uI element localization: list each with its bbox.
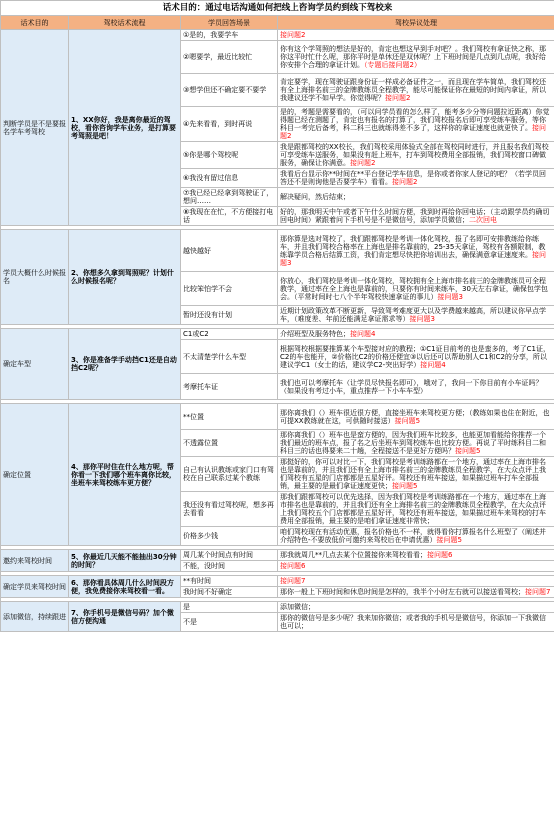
flow-cell: 7、你手机号是微信号码？加个微信方便沟通 xyxy=(69,602,181,632)
response-text: 我看后台显示你**时间在**平台登记学车信息，是你或者你家人登记的吧？（若学员回答还不是则询他是否要学车）看看。 xyxy=(280,170,546,186)
response-cell xyxy=(278,602,554,613)
response-cell xyxy=(278,527,554,546)
response-text: 你有这个学驾照的想法是好的，肯定也想这早到手对吧？。我们驾校有拿证快之称，那你这平时忙什么呢，那你平时是单休还是双休呢？上下班时间是几点到几点呢，我好给你安排个合理的拿证计划。 xyxy=(280,45,546,69)
header-purpose: 话术目的 xyxy=(1,16,69,30)
purpose-cell: 判断学员是不是要报名学车考驾校 xyxy=(1,30,69,226)
response-cell xyxy=(278,613,554,632)
table-row xyxy=(1,404,554,430)
next-step-link: 接问题7 xyxy=(525,588,551,596)
response-cell xyxy=(278,188,554,207)
next-step-link: 接问题2 xyxy=(350,159,376,167)
next-step-link: 接问题6 xyxy=(427,551,453,559)
purpose-cell: 确定位置 xyxy=(1,404,69,546)
response-text: 肯定要学，现在驾驶证跟身份证一样成必备证件之一，而且现在学车简单，我们驾校还有全上海排名前三的金牌教练员全程教学，能尽可能保证你在最短的时间内拿证，所以我建议还学不如早学。你觉得呢？ xyxy=(280,78,546,102)
response-text: 那我们跟都驾校可以优先选择，因为我们驾校是考训练路都在一个地方，通过率在上海市排名也是靠前的，并且我们还有全上海排名前三的金牌教练员全程教学，在大众点评上我们驾校五个门店都都是五星好评，驾校还有班车接送，如果描过班车来驾校的打车费用全部报销，最主要的是咱们拿证速度非常快； xyxy=(280,493,546,525)
scene-cell: ⑦我已经已经拿到驾驶证了，想问…… xyxy=(181,188,278,207)
next-step-link: 接问题5 xyxy=(436,536,462,544)
page-title: 话术目的：通过电话沟通如何把线上咨询学员约到线下驾校来 xyxy=(1,1,554,16)
scene-cell: 不太清楚学什么车型 xyxy=(181,340,278,374)
response-text: 添加微信； xyxy=(280,603,315,611)
purpose-cell: 学员大概什么时候报名 xyxy=(1,230,69,325)
response-cell xyxy=(278,550,554,561)
flow-cell: 1、XX你好，我是离你最近的驾校，看你咨询学车业务，是打算要考驾照是吧！ xyxy=(69,30,181,226)
scene-cell: **位置 xyxy=(181,404,278,430)
table-row xyxy=(1,329,554,340)
next-step-link: 接问题2 xyxy=(280,124,546,140)
table-row xyxy=(1,550,554,561)
response-cell xyxy=(278,561,554,572)
next-step-link: 接问题6 xyxy=(280,562,306,570)
response-cell xyxy=(278,430,554,457)
header-response: 驾校异议处理 xyxy=(278,16,554,30)
response-text: 根据驾校根据要推算某个车型接对应的教程；①C1证目前考的也是蛮多的，考了C1证，C2的车也能开，②价格比C2的价格还便宜③以后还可以帮助别人C1和C2的分享，所以建议学C1（女士的话，建议学C2-突出好学） xyxy=(280,344,550,369)
next-step-link: 二次回电 xyxy=(469,216,497,224)
response-cell xyxy=(278,457,554,492)
next-step-link: 接问题2 xyxy=(280,31,306,39)
scene-cell: 越快越好 xyxy=(181,230,278,272)
table-row xyxy=(1,230,554,272)
response-cell xyxy=(278,374,554,400)
scene-cell: 不透露位置 xyxy=(181,430,278,457)
next-step-link: 接问题3 xyxy=(409,315,435,323)
scene-cell: ⑤你是哪个驾校呢 xyxy=(181,142,278,169)
response-text: 你放心，我们驾校是考训一体化驾校，驾校拥有全上海市排名前三的金牌教练员可全程教学，通过率在全上海也是靠前的，只要你有时间来练车，30天左右拿证，确保包学包会。（平常时间时七八个半年驾校快速拿证的事儿） xyxy=(280,276,548,301)
response-text: 好的，那我明天中午或者下午什么时间方便，我到时再给你回电话；（主动跟学员约确切回电时间）紧跟着问下手机号是不是微信号，添加学员微信； xyxy=(280,208,550,224)
response-text: 那你离我们（）班车很近很方便，直接坐班车来驾校更方便；（教练如果也住在附近，也可提XX教练就在这，可供随时接送） xyxy=(280,408,550,425)
purpose-cell: 确定车型 xyxy=(1,329,69,400)
response-cell xyxy=(278,492,554,527)
response-text: 那挺好的，你可以对比一下，我们驾校是考训练路都在一个地方，通过率在上海市排名也是靠前的，并且我们还有全上海市排名前三的金牌教练员全程教学，在大众点评上我们驾校有五星的门店都都是五星好评。驾校还有班车接送，如果描过班车打车全部报销，最主要的是最们拿证速度更快； xyxy=(280,458,546,490)
response-cell xyxy=(278,306,554,325)
scene-cell: 价格多少钱 xyxy=(181,527,278,546)
response-cell xyxy=(278,142,554,169)
response-text: 那你算是选对驾校了，我们跟都驾校是考训一体化驾校，报了名即可安排教练给你练车，并且我们驾校合格率在上海也是排名靠前的，25-35天拿证，驾校有各额限制，教练靠学员合格后结算工资，我们肯定想尽快把你培训出去，确保满意拿证速度来。 xyxy=(280,234,546,259)
response-text: 我们也可以考摩托车（让学员尽快报名即可），哦对了，我问一下你目前有小车证吗？（如果没有考过小车，重点推荐一下小车车型） xyxy=(280,378,543,395)
response-text: 那你的微信号是多少呢？我来加你微信；或者我的手机号是微信号，你添加一下我微信也可以； xyxy=(280,614,546,630)
next-step-link: 接问题2 xyxy=(385,94,411,102)
response-cell xyxy=(278,576,554,587)
response-cell xyxy=(278,207,554,226)
next-step-link: （专题后接问题2） xyxy=(364,61,421,69)
scene-cell: 比较笨怕学不会 xyxy=(181,272,278,306)
response-cell xyxy=(278,230,554,272)
scene-cell: ⑥我没有留过信息 xyxy=(181,169,278,188)
scene-cell: ①是的，我要学车 xyxy=(181,30,278,41)
next-step-link: 接问题7 xyxy=(280,577,306,585)
scene-cell: 我还没有看过驾校呢，想多再去看看 xyxy=(181,492,278,527)
response-text: 是的，考题是需要看的，（可以问学员看的怎么样了，能考多少分等问题拉近距离）你觉得题已经在测题了，肯定也有报名的打算了，我们驾校报名后即可享受练车服务，等你科目一考完后备考，科二科三也就练得差不多了，这样你的拿证速度也就更快了。 xyxy=(280,108,550,132)
scene-cell: 不是 xyxy=(181,613,278,632)
scene-cell: ⑧我现在在忙，不方便接打电话 xyxy=(181,207,278,226)
response-cell xyxy=(278,340,554,374)
table-row xyxy=(1,602,554,613)
purpose-cell: 确定学员来驾校时间 xyxy=(1,576,69,598)
flow-cell: 3、你是准备学手动挡C1还是自动挡C2呢？ xyxy=(69,329,181,400)
scene-cell: 周几某个时间点有时间 xyxy=(181,550,278,561)
response-text: 介绍班型及服务特色； xyxy=(280,330,350,338)
response-text: 那我就周几**几点去某个位置接你来驾校看看； xyxy=(280,551,427,559)
response-cell xyxy=(278,74,554,107)
header-flow: 驾校话术流程 xyxy=(69,16,181,30)
next-step-link: 接问题3 xyxy=(437,292,463,301)
response-text: 我是跟都驾校的XX校长，我们驾校采用体验式全部在驾校同时进行，并且报名我们驾校可享受练车送服务，如果没有赶上班车，打车到驾校费用全部报销，我们驾校窗口碑做服务，确保让你满意。 xyxy=(280,143,549,167)
flow-cell: 4、那你平时住在什么地方呢，帮你看一下我们哪个班车离你比较，坐班车来驾校练车更方便？ xyxy=(69,404,181,546)
scene-cell: 我时间不好确定 xyxy=(181,587,278,598)
response-cell xyxy=(278,272,554,306)
scene-cell: ②嗯要学，最近比较忙 xyxy=(181,41,278,74)
response-cell xyxy=(278,169,554,188)
response-cell xyxy=(278,41,554,74)
table-row xyxy=(1,576,554,587)
flow-cell: 5、你最近几天能不能抽出30分钟的时间？ xyxy=(69,550,181,572)
response-text: 那你一般上下班时间和休息时间是怎样的，我半个小时左右就可以接送看驾校； xyxy=(280,588,525,596)
scene-cell: 自己有认识教练或家门口有驾校在自己联系过某个教练 xyxy=(181,457,278,492)
flow-cell: 6、那你看具体周几什么时间段方便，我免费接你来驾校看一看。 xyxy=(69,576,181,598)
next-step-link: 接问题3 xyxy=(280,250,546,267)
scene-cell: ④先来看看，到时再说 xyxy=(181,107,278,142)
response-text: 近期计划政策改革不断更新，导致驾考难度更大以及学费越来越高，所以建议你早点学车，（难度差、年前还能满足拿证需求等） xyxy=(280,307,546,323)
next-step-link: 接问题5 xyxy=(455,447,481,455)
next-step-link: 接问题5 xyxy=(394,416,421,425)
table-row xyxy=(1,30,554,41)
response-text: 咱们驾校现在有活动优惠，报名价格也不一样，就得看你打算报名什么班型了（阐述并介绍特色-不要放低价可邀约来驾校后在申请优惠） xyxy=(280,528,546,544)
scene-cell: ③想学但还不确定要不要学 xyxy=(181,74,278,107)
response-text: 那你离我们（）班车也是蛮方便的，因为我们班车比较多，也能更加看能给你推荐一个我们最近的班车点，报了名之后坐班车到驾校练车也比较方便。再说了平时练科目二和科目三的话也得要来二十趟，全程接送不是更好方便吗？ xyxy=(280,431,546,455)
next-step-link: 接问题4 xyxy=(350,330,376,338)
next-step-link: 接问题5 xyxy=(392,482,418,490)
scene-cell: 考摩托车证 xyxy=(181,374,278,400)
next-step-link: 接问题4 xyxy=(420,360,446,369)
scene-cell: 暂时还没有计划 xyxy=(181,306,278,325)
response-cell xyxy=(278,587,554,598)
scene-cell: 是 xyxy=(181,602,278,613)
response-cell xyxy=(278,404,554,430)
scene-cell: **有时间 xyxy=(181,576,278,587)
scene-cell: 不能，没时间 xyxy=(181,561,278,572)
purpose-cell: 添加微信，持续跟进 xyxy=(1,602,69,632)
purpose-cell: 邀约来驾校时间 xyxy=(1,550,69,572)
header-scene: 学员回答场景 xyxy=(181,16,278,30)
next-step-link: 接问题2 xyxy=(392,178,418,186)
scene-cell: C1或C2 xyxy=(181,329,278,340)
response-text: 解决疑问，然后结束； xyxy=(280,193,350,201)
response-cell xyxy=(278,30,554,41)
flow-cell: 2、你想多久拿到驾照呢？计划什么时候报名呢？ xyxy=(69,230,181,325)
response-cell xyxy=(278,107,554,142)
response-cell xyxy=(278,329,554,340)
